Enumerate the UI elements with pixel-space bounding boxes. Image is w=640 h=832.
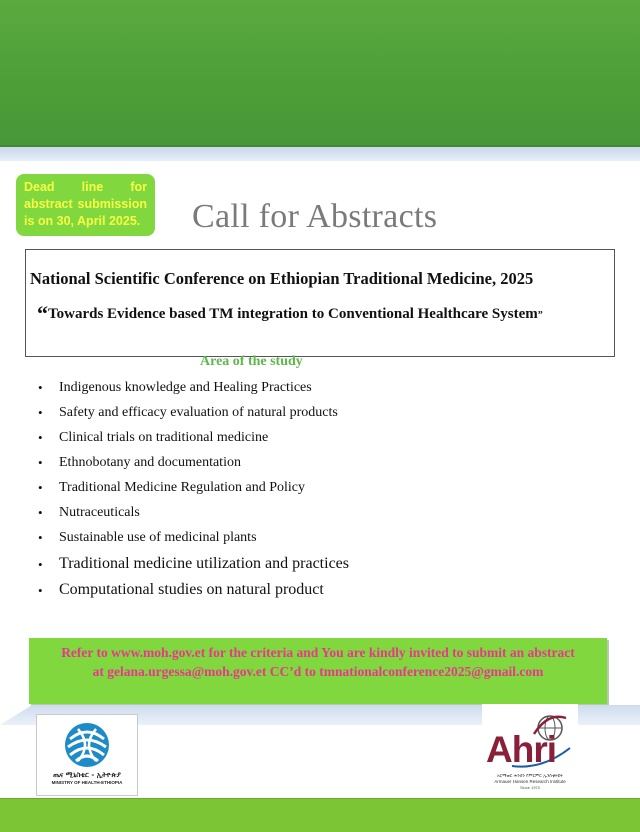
submission-info-text: [29, 643, 607, 681]
list-item: • Traditional Medicine Regulation and Policy: [38, 478, 598, 503]
moh-english-name: MINISTRY OF HEALTH-ETHIOPIA: [51, 780, 123, 785]
deadline-line-3: is on 30, April 2025.: [24, 214, 141, 228]
study-area-list: [38, 378, 598, 605]
list-item: • Computational studies on natural product: [38, 579, 598, 605]
ahri-since: Since 1970: [519, 785, 540, 790]
ahri-english-name: Armauer Hansen Research Institute: [494, 779, 566, 784]
header-green-band: [0, 0, 640, 147]
list-item: • Safety and efficacy evaluation of natural products: [38, 403, 598, 428]
footer-green-band: [0, 798, 640, 832]
moh-logo: [36, 714, 138, 796]
deadline-callout: [16, 174, 155, 236]
list-item: • Nutraceuticals: [38, 503, 598, 528]
conference-theme: [37, 301, 617, 327]
ahri-amharic-name: አርማወር ሐንሰን የምርምር ኢንስቲትዩት: [497, 774, 563, 779]
moh-amharic-name: ጤና ሚኒስቴር - ኢትዮጵያ: [53, 771, 121, 779]
study-area-title: Area of the study: [200, 354, 303, 369]
ahri-logo: [482, 704, 578, 797]
list-item: • Ethnobotany and documentation: [38, 453, 598, 478]
list-item: • Clinical trials on traditional medicine: [38, 428, 598, 453]
theme-close-quote: ”: [537, 310, 543, 321]
moh-emblem-icon: [58, 721, 116, 769]
list-item: • Sustainable use of medicinal plants: [38, 528, 598, 553]
conference-title: National Scientific Conference on Ethiopian Traditional Medicine, 2025: [30, 269, 534, 288]
list-item: • Traditional medicine utilization and practices: [38, 553, 598, 579]
theme-text: Towards Evidence based TM integration to Conventional Healthcare System: [48, 306, 538, 322]
deadline-line-2: abstract submission: [24, 197, 147, 211]
theme-open-quote: “: [37, 301, 48, 326]
ahri-wordmark: Ahri: [486, 729, 556, 770]
header-blue-stripe: [0, 147, 640, 161]
page-title: Call for Abstracts: [192, 198, 438, 235]
deadline-line-1: Dead line for: [24, 180, 147, 194]
list-item: • Indigenous knowledge and Healing Practices: [38, 378, 598, 403]
submission-line-2: at gelana.urgessa@moh.gov.et CC’d to tmnationalconference2025@gmail.com: [92, 664, 544, 679]
submission-line-1: Refer to www.moh.gov.et for the criteria and You are kindly invited to submit an abstract: [61, 645, 575, 660]
